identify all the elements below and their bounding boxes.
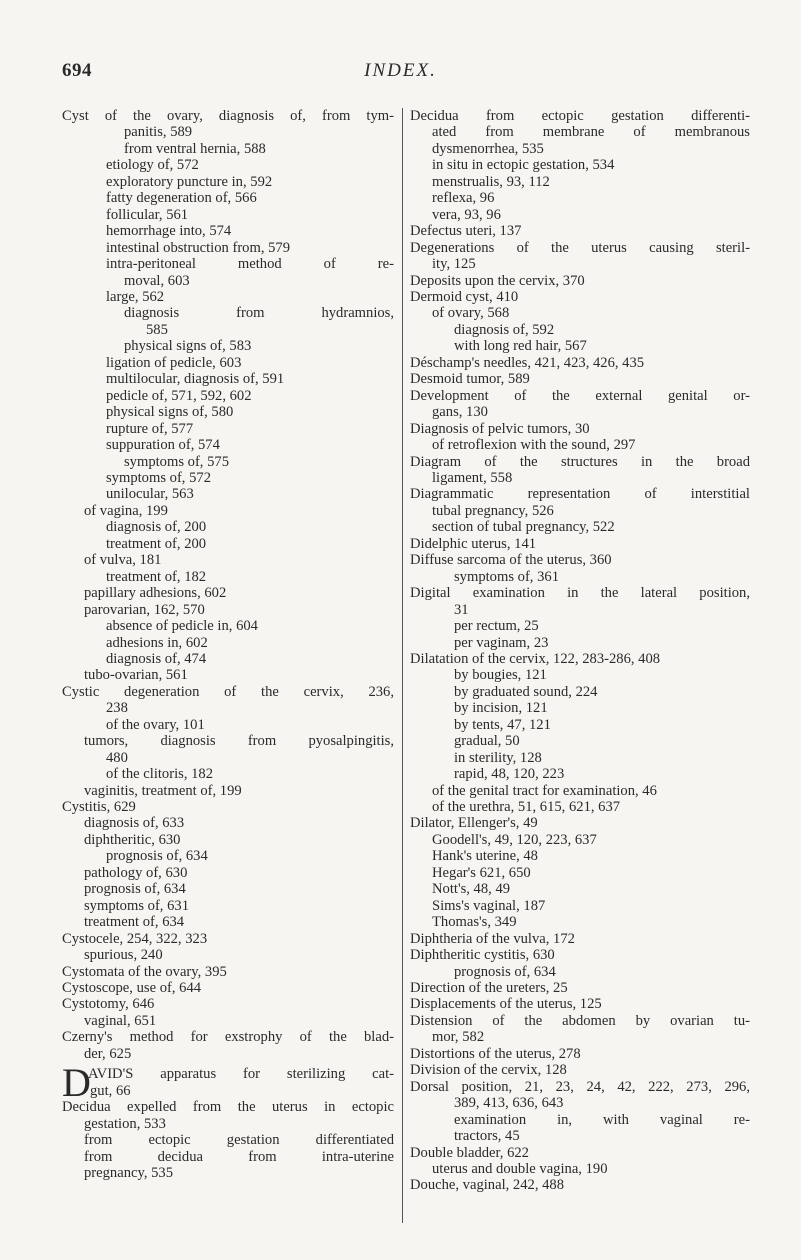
- index-entry: Cyst of the ovary, diagnosis of, from tym-: [62, 108, 394, 124]
- index-entry: Sims's vaginal, 187: [432, 897, 546, 914]
- index-entry: adhesions in, 602: [106, 634, 208, 651]
- index-entry: papillary adhesions, 602: [84, 585, 227, 602]
- index-entry: tractors, 45: [454, 1128, 520, 1145]
- index-entry: intra-peritoneal method of re-: [106, 256, 394, 273]
- letter-section-d: [62, 1060, 394, 1106]
- index-entry: Czerny's method for exstrophy of the blad-: [62, 1029, 394, 1046]
- index-entry: Hank's uterine, 48: [432, 848, 538, 865]
- index-entry: Double bladder, 622: [410, 1144, 529, 1161]
- index-entry: Cystocele, 254, 322, 323: [62, 930, 208, 947]
- index-entry: Dermoid cyst, 410: [410, 288, 519, 305]
- index-entry: from ectopic gestation differentiated: [84, 1132, 394, 1149]
- index-entry: by graduated sound, 224: [454, 683, 598, 700]
- index-entry: tubo-ovarian, 561: [84, 667, 188, 684]
- index-entry: examination in, with vaginal re-: [454, 1111, 750, 1128]
- index-entry: tubal pregnancy, 526: [432, 502, 554, 519]
- index-entry: diagnosis of, 592: [454, 321, 555, 338]
- index-entry: diagnosis of, 200: [106, 519, 207, 536]
- index-entry: Desmoid tumor, 589: [410, 371, 530, 388]
- index-entry: symptoms of, 361: [454, 568, 559, 585]
- index-entry: gans, 130: [432, 404, 488, 421]
- index-entry: section of tubal pregnancy, 522: [432, 519, 615, 536]
- index-column-right: [410, 108, 750, 1194]
- index-entry: by incision, 121: [454, 700, 548, 717]
- index-entry: gut, 66: [90, 1082, 131, 1099]
- index-entry: in sterility, 128: [454, 749, 542, 766]
- index-entry: uterus and double vagina, 190: [432, 1161, 608, 1177]
- index-entry: ity, 125: [432, 256, 476, 273]
- index-entry: parovarian, 162, 570: [84, 601, 205, 618]
- index-entry: Defectus uteri, 137: [410, 223, 522, 240]
- index-entry: Hegar's 621, 650: [432, 864, 531, 881]
- index-entry: treatment of, 182: [106, 568, 207, 585]
- index-entry: Deposits upon the cervix, 370: [410, 272, 585, 289]
- index-entry: moval, 603: [124, 272, 190, 289]
- index-entry: prognosis of, 634: [454, 963, 556, 980]
- index-entry: of the ovary, 101: [106, 716, 205, 733]
- index-entry: Cystic degeneration of the cervix, 236,: [62, 683, 394, 700]
- running-head: INDEX.: [364, 60, 437, 81]
- index-entry: Didelphic uterus, 141: [410, 535, 537, 552]
- index-entry: physical signs of, 583: [124, 338, 252, 355]
- index-entry: Decidua expelled from the uterus in ectopic: [62, 1099, 394, 1116]
- index-entry: Dilatation of the cervix, 122, 283-286, 408: [410, 650, 661, 667]
- index-entry: from ventral hernia, 588: [124, 140, 266, 157]
- index-entry: Direction of the ureters, 25: [410, 980, 568, 997]
- index-entry: ated from membrane of membranous: [432, 124, 750, 141]
- index-entry: vaginal, 651: [84, 1012, 157, 1029]
- index-entry: gestation, 533: [84, 1115, 166, 1132]
- index-entry: Thomas's, 349: [432, 914, 517, 931]
- index-entry: Douche, vaginal, 242, 488: [410, 1177, 565, 1194]
- index-entry: of the urethra, 51, 615, 621, 637: [432, 799, 621, 816]
- index-entry: follicular, 561: [106, 206, 189, 223]
- index-entry: diagnosis of, 633: [84, 815, 185, 832]
- index-entry: Cystitis, 629: [62, 799, 136, 816]
- index-entry: der, 625: [84, 1045, 132, 1062]
- index-entry: 31: [454, 601, 469, 618]
- index-entry: exploratory puncture in, 592: [106, 173, 273, 190]
- index-entry: symptoms of, 631: [84, 897, 189, 914]
- index-entry: etiology of, 572: [106, 157, 199, 174]
- index-entry: treatment of, 200: [106, 535, 207, 552]
- index-entry: of vagina, 199: [84, 502, 168, 519]
- index-entry: rapid, 48, 120, 223: [454, 766, 565, 783]
- index-entry: Distortions of the uterus, 278: [410, 1045, 581, 1062]
- index-entry: per vaginam, 23: [454, 634, 549, 651]
- index-entry: symptoms of, 575: [124, 453, 229, 470]
- index-entry: 480: [106, 749, 128, 766]
- index-entry: Diagrammatic representation of interstitial: [410, 486, 750, 503]
- index-entry: from decidua from intra-uterine: [84, 1148, 394, 1165]
- index-entry: symptoms of, 572: [106, 469, 211, 486]
- index-entry: of retroflexion with the sound, 297: [432, 437, 636, 454]
- index-entry: Digital examination in the lateral position,: [410, 585, 750, 602]
- index-entry: vaginitis, treatment of, 199: [84, 782, 242, 799]
- index-entry: pathology of, 630: [84, 864, 188, 881]
- index-entry: 238: [106, 700, 128, 717]
- index-entry: mor, 582: [432, 1029, 485, 1046]
- page-number: 694: [62, 60, 92, 81]
- index-entry: Diffuse sarcoma of the uterus, 360: [410, 552, 612, 569]
- index-entry: spurious, 240: [84, 947, 163, 964]
- index-entry: Decidua from ectopic gestation differenti-: [410, 108, 750, 124]
- index-column-left: [62, 108, 394, 1181]
- index-entry: Cystotomy, 646: [62, 996, 155, 1013]
- index-entry: menstrualis, 93, 112: [432, 173, 550, 190]
- index-entry: Cystoscope, use of, 644: [62, 980, 202, 997]
- index-entry: diphtheritic, 630: [84, 831, 181, 848]
- index-entry: Cystomata of the ovary, 395: [62, 963, 227, 980]
- index-entry: large, 562: [106, 288, 165, 305]
- index-entry: of ovary, 568: [432, 305, 510, 322]
- index-entry: Diagram of the structures in the broad: [410, 453, 750, 470]
- index-entry: suppuration of, 574: [106, 437, 220, 454]
- index-entry: panitis, 589: [124, 124, 193, 141]
- index-entry: pedicle of, 571, 592, 602: [106, 387, 252, 404]
- index-entry: hemorrhage into, 574: [106, 223, 232, 240]
- index-entry: gradual, 50: [454, 733, 520, 750]
- index-entry: prognosis of, 634: [84, 881, 186, 898]
- index-entry: Diphtheria of the vulva, 172: [410, 930, 575, 947]
- index-entry: in situ in ectopic gestation, 534: [432, 157, 615, 174]
- index-entry: Nott's, 48, 49: [432, 881, 511, 898]
- column-divider: [402, 108, 403, 1223]
- index-entry: reflexa, 96: [432, 190, 495, 207]
- index-entry: diagnosis from hydramnios,: [124, 305, 394, 322]
- index-entry: fatty degeneration of, 566: [106, 190, 257, 207]
- index-entry: of the genital tract for examination, 46: [432, 782, 657, 799]
- index-entry: diagnosis of, 474: [106, 650, 207, 667]
- index-entry: Degenerations of the uterus causing steril-: [410, 239, 750, 256]
- index-entry: by bougies, 121: [454, 667, 547, 684]
- index-entry: Distension of the abdomen by ovarian tu-: [410, 1012, 750, 1029]
- index-entry: ligament, 558: [432, 469, 513, 486]
- index-entry: rupture of, 577: [106, 420, 194, 437]
- index-entry: dysmenorrhea, 535: [432, 140, 544, 157]
- index-entry: treatment of, 634: [84, 914, 185, 931]
- index-entry: multilocular, diagnosis of, 591: [106, 371, 285, 388]
- index-entry: of the clitoris, 182: [106, 766, 214, 783]
- index-entry: vera, 93, 96: [432, 206, 501, 223]
- index-entry: Goodell's, 49, 120, 223, 637: [432, 831, 597, 848]
- index-entry: Dilator, Ellenger's, 49: [410, 815, 538, 832]
- index-entry: Diagnosis of pelvic tumors, 30: [410, 420, 590, 437]
- index-entry: by tents, 47, 121: [454, 716, 551, 733]
- index-entry: ligation of pedicle, 603: [106, 354, 242, 371]
- index-entry: per rectum, 25: [454, 618, 539, 635]
- index-entry: unilocular, 563: [106, 486, 194, 503]
- index-entry: pregnancy, 535: [84, 1165, 174, 1181]
- index-entry: of vulva, 181: [84, 552, 162, 569]
- index-entry: 389, 413, 636, 643: [454, 1095, 564, 1112]
- index-entry: AVID'S apparatus for sterilizing cat-: [88, 1066, 394, 1083]
- index-entry: Déschamp's needles, 421, 423, 426, 435: [410, 354, 645, 371]
- index-entry: absence of pedicle in, 604: [106, 618, 258, 635]
- index-entry: Diphtheritic cystitis, 630: [410, 947, 555, 964]
- index-entry: Development of the external genital or-: [410, 387, 750, 404]
- index-entry: Displacements of the uterus, 125: [410, 996, 602, 1013]
- index-entry: 585: [146, 321, 168, 338]
- index-entry: physical signs of, 580: [106, 404, 234, 421]
- index-entry: intestinal obstruction from, 579: [106, 239, 291, 256]
- index-entry: Division of the cervix, 128: [410, 1062, 567, 1079]
- index-entry: Dorsal position, 21, 23, 24, 42, 222, 273, 296,: [410, 1078, 750, 1095]
- drop-cap: D: [62, 1060, 91, 1106]
- index-entry: with long red hair, 567: [454, 338, 587, 355]
- index-entry: tumors, diagnosis from pyosalpingitis,: [84, 733, 394, 750]
- index-entry: prognosis of, 634: [106, 848, 208, 865]
